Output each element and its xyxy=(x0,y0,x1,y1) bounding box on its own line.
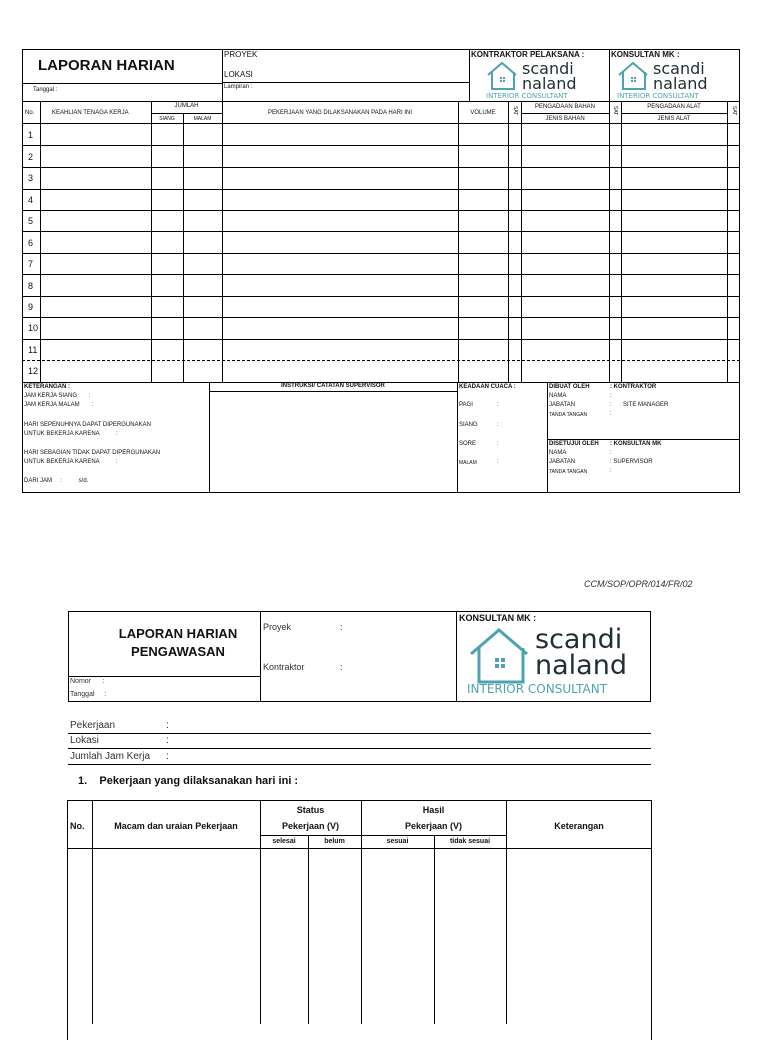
house-icon xyxy=(467,626,531,686)
dibuat-title: DIBUAT OLEH xyxy=(549,384,590,390)
col-belum: belum xyxy=(324,838,345,845)
col-sesuai: sesuai xyxy=(386,838,409,845)
house-icon xyxy=(486,61,518,91)
dibuat-nama: NAMA xyxy=(549,393,567,399)
lampiran-label: Lampiran : xyxy=(224,84,253,90)
jam-kerja-siang: JAM KERJA SIANG : xyxy=(24,393,91,399)
keterangan-title: KETERANGAN : xyxy=(24,384,70,390)
hari-penuh-line2: UNTUK BEKERJA KARENA : xyxy=(24,431,118,437)
disetujui-nama: NAMA xyxy=(549,450,567,456)
col-volume: VOLUME xyxy=(470,110,496,116)
consultant-logo-large: scandi naland INTERIOR CONSULTANT xyxy=(467,624,627,696)
dibuat-ttd: TANDA TANGAN xyxy=(549,412,588,418)
disetujui-ttd: TANDA TANGAN xyxy=(549,469,588,475)
jumlah-jam-label: Jumlah Jam Kerja xyxy=(70,751,151,762)
col-sat-1: SAT xyxy=(512,106,518,116)
col-jenis-alat: JENIS ALAT xyxy=(657,116,691,122)
col-keterangan: Keterangan xyxy=(554,821,604,831)
col-status-line1: Status xyxy=(296,805,325,815)
jam-kerja-malam: JAM KERJA MALAM : xyxy=(24,402,94,408)
form2-title-line1: LAPORAN HARIAN xyxy=(118,626,238,641)
col-hasil-line1: Hasil xyxy=(422,805,445,815)
col-jumlah: JUMLAH xyxy=(174,103,199,109)
table-row-number: 9 xyxy=(28,302,34,312)
col-pekerjaan: PEKERJAAN YANG DILAKSANAKAN PADA HARI INI xyxy=(267,110,413,116)
col-siang: SIANG xyxy=(159,116,175,122)
consultant-logo: scandi naland INTERIOR CONSULTANT xyxy=(617,59,708,100)
cuaca-sore: SORE xyxy=(459,441,477,447)
col-no: No. xyxy=(25,110,35,116)
disetujui-jabatan: JABATAN xyxy=(549,459,576,465)
dari-jam: DARI JAM : s/d. xyxy=(24,478,89,484)
form1-tanggal-label: Tanggal : xyxy=(33,87,58,93)
col-no: No. xyxy=(70,821,85,831)
proyek-label: Proyek xyxy=(263,622,292,632)
table-row-number: 3 xyxy=(28,173,34,183)
form2-title-line2: PENGAWASAN xyxy=(131,644,225,659)
work-table-frame xyxy=(67,800,652,1040)
konsultan-label: KONSULTAN MK : xyxy=(459,613,537,623)
hari-penuh-line1: HARI SEPENUHNYA DAPAT DIPERGUNAKAN xyxy=(24,422,151,428)
lokasi-label: Lokasi xyxy=(70,735,99,746)
hari-sebagian-line2: UNTUK BEKERJA KARENA : xyxy=(24,459,118,465)
col-malam: MALAM xyxy=(193,116,212,122)
col-hasil-line2: Pekerjaan (V) xyxy=(404,821,463,831)
col-jenis-bahan: JENIS BAHAN xyxy=(545,116,585,122)
disetujui-title: DISETUJUI OLEH xyxy=(549,441,599,447)
dibuat-value: : KONTRAKTOR xyxy=(610,384,657,390)
col-pengadaan-alat: PENGADAAN ALAT xyxy=(647,104,701,110)
table-row-number: 1 xyxy=(28,130,34,140)
cuaca-pagi: PAGI xyxy=(459,402,473,408)
instruksi-title: INSTRUKSI/ CATATAN SUPERVISOR xyxy=(281,383,385,389)
col-tidak-sesuai: tidak sesuai xyxy=(449,838,491,845)
col-macam: Macam dan uraian Pekerjaan xyxy=(114,821,238,831)
col-sat-3: SAT xyxy=(731,106,737,116)
konsultan-label: KONSULTAN MK : xyxy=(611,50,680,59)
kontraktor-label: Kontraktor xyxy=(263,662,305,672)
company-logo: scandi naland INTERIOR CONSULTANT xyxy=(486,59,577,100)
cuaca-malam: MALAM xyxy=(459,460,477,466)
hari-sebagian-line1: HARI SEBAGIAN TIDAK DAPAT DIPERGUNAKAN xyxy=(24,450,161,456)
disetujui-jabatan-value: : SUPERVISOR xyxy=(610,459,653,465)
kontraktor-label: KONTRAKTOR PELAKSANA : xyxy=(471,50,585,59)
section-1-title: 1. Pekerjaan yang dilaksanakan hari ini : xyxy=(78,775,299,787)
disetujui-value: : KONSULTAN MK xyxy=(610,441,662,447)
col-pengadaan-bahan: PENGADAAN BAHAN xyxy=(534,104,595,110)
proyek-label: PROYEK xyxy=(224,50,258,59)
form1-title: LAPORAN HARIAN xyxy=(38,57,175,74)
table-row-number: 11 xyxy=(28,345,38,355)
tanggal-label: Tanggal : xyxy=(70,691,107,698)
col-selesai: selesai xyxy=(272,838,296,845)
document-code: CCM/SOP/OPR/014/FR/02 xyxy=(584,579,693,589)
table-row-number: 8 xyxy=(28,281,34,291)
col-status-line2: Pekerjaan (V) xyxy=(281,821,340,831)
lokasi-label: LOKASI xyxy=(224,70,253,79)
col-sat-2: SAT xyxy=(612,106,618,116)
col-keahlian: KEAHLIAN TENAGA KERJA xyxy=(52,110,129,116)
cuaca-siang: SIANG xyxy=(459,422,478,428)
table-row-number: 7 xyxy=(28,259,34,269)
house-icon xyxy=(617,61,649,91)
table-row-number: 5 xyxy=(28,216,34,226)
table-row-number: 2 xyxy=(28,152,34,162)
table-row-number: 12 xyxy=(28,366,39,376)
cuaca-title: KEADAAN CUACA : xyxy=(459,384,516,390)
dibuat-jabatan: JABATAN xyxy=(549,402,576,408)
table-row-number: 6 xyxy=(28,238,34,248)
table-row-number: 10 xyxy=(28,323,39,333)
dibuat-jabatan-value: SITE MANAGER xyxy=(623,402,669,408)
pekerjaan-label: Pekerjaan xyxy=(70,720,116,731)
nomor-label: Nomor : xyxy=(70,678,105,685)
table-row-number: 4 xyxy=(28,195,34,205)
